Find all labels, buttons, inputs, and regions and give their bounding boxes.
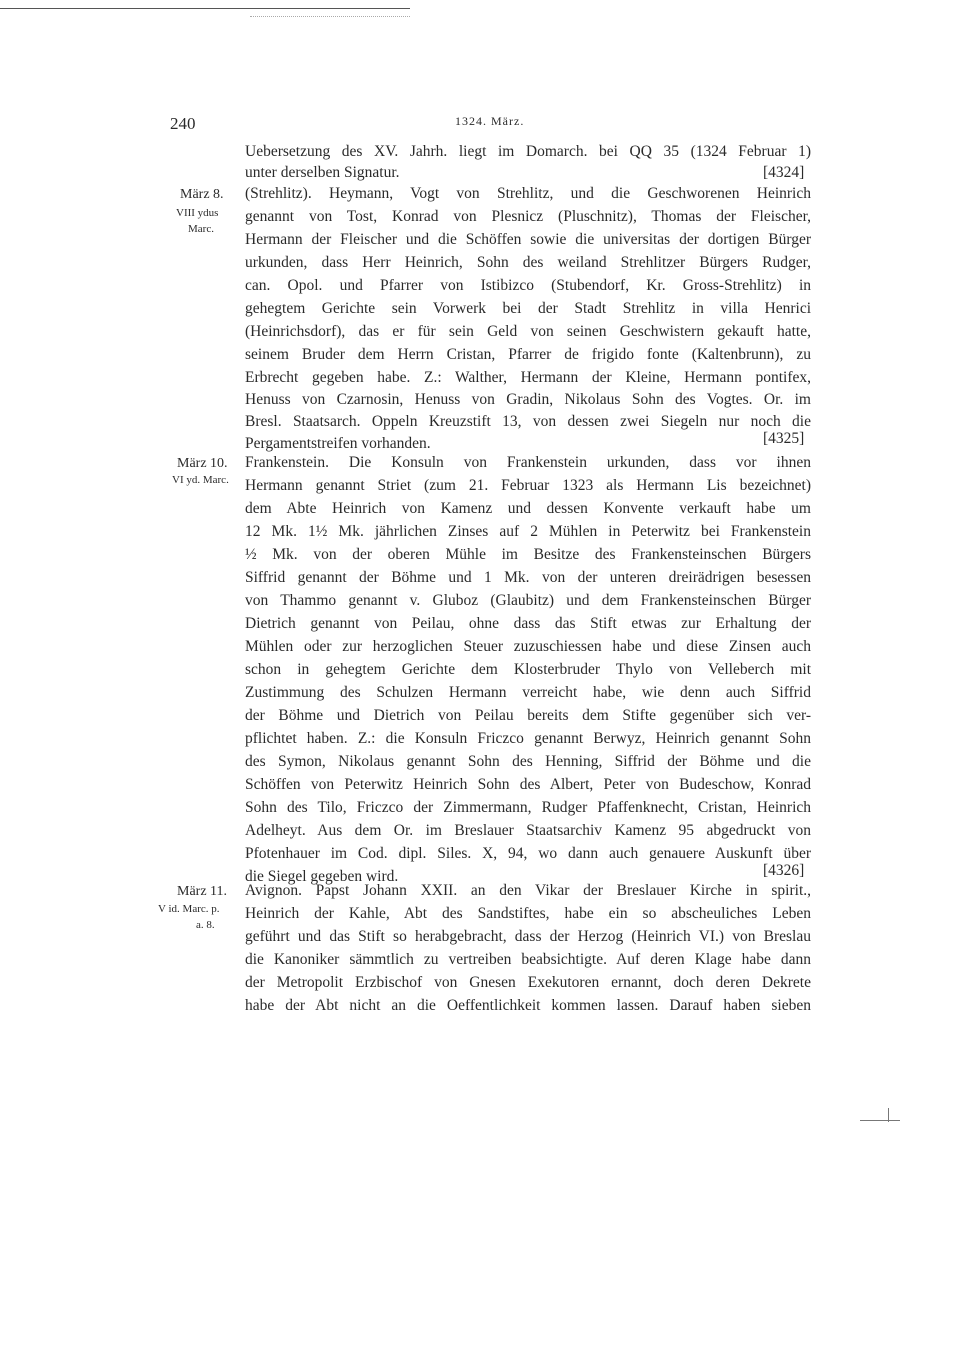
text-line: Erbrecht gegeben habe. Z.: Walther, Hermann der Kleine, Hermann pontifex, [245,369,811,386]
text-line: seinem Bruder dem Herrn Cristan, Pfarrer de frigido fonte (Kaltenbrunn), zu [245,346,811,363]
text-line: Henuss von Czarnosin, Henuss von Gradin, Nikolaus Sohn des Vogtes. Or. im [245,391,811,408]
text-line: Pfotenhauer im Cod. dipl. Siles. X, 94, wo dann auch genauere Auskunft über [245,845,811,862]
text-line: die Kanoniker sämmtlich zu vertreiben beabsichtigte. Auf deren Klage habe dann [245,951,811,968]
text-line: habe der Abt nicht an die Oeffentlichkeit kommen lassen. Darauf haben sieben [245,997,811,1014]
margin-roman-date: VI yd. Marc. [172,474,229,486]
margin-date: März 10. [177,456,228,471]
text-line: Avignon. Papst Johann XXII. an den Vikar der Breslauer Kirche in spirit., [245,882,811,899]
text-line: des Symon, Nikolaus genannt Sohn des Henning, Siffrid der Böhme und die [245,753,811,770]
margin-date: März 11. [177,884,228,899]
text-line: Schöffen von Peterwitz Heinrich Sohn des Albert, Peter von Budeschow, Konrad [245,776,811,793]
text-line: Sohn des Tilo, Friczco der Zimmermann, Rudger Pfaffenknecht, Cristan, Heinrich [245,799,811,816]
text-line: Hermann genannt Striet (zum 21. Februar 1323 als Hermann Lis bezeichnet) [245,477,811,494]
text-line: genannt von Tost, Konrad von Plesnicz (Pluschnitz), Thomas der Fleischer, [245,208,811,225]
text-line: urkunden, dass Herr Heinrich, Sohn des weiland Strehlitzer Bürgers Rudger, [245,254,811,271]
text-line: Mühlen oder zur herzoglichen Steuer zuzuschiessen habe und diese Zinsen auch [245,638,811,655]
entry-number: [4325] [763,430,805,447]
text-line: Frankenstein. Die Konsuln von Frankenstein urkunden, dass vor ihnen [245,454,811,471]
margin-roman-date: a. 8. [196,919,215,931]
text-line: dem Abte Heinrich von Kamenz und dessen Konvente verkauft habe um [245,500,811,517]
margin-roman-date: Marc. [188,223,214,235]
text-line: geführt und das Stift so herabgebracht, dass der Herzog (Heinrich VI.) von Breslau [245,928,811,945]
scan-edge-line [0,8,410,9]
text-line: (Heinrichsdorf), das er für sein Geld von seinen Geschwistern gekauft hatte, [245,323,811,340]
text-line: von Thammo genannt v. Gluboz (Glaubitz) und dem Frankensteinschen Bürger [245,592,811,609]
scan-corner-mark [860,1120,900,1121]
text-line: Zustimmung des Schulzen Hermann verreicht habe, wie denn auch Siffrid [245,684,811,701]
text-line: Dietrich genannt von Peilau, ohne dass das Stift etwas zur Erhaltung der [245,615,811,632]
entry-number: [4324] [763,164,805,181]
text-line: 12 Mk. 1½ Mk. jährlichen Zinses auf 2 Mühlen in Peterwitz bei Frankenstein [245,523,811,540]
text-line: gehegtem Gerichte sein Vorwerk bei der Stadt Strehlitz in villa Henrici [245,300,811,317]
text-line: Adelheyt. Aus dem Or. im Breslauer Staatsarchiv Kamenz 95 abgedruckt von [245,822,811,839]
text-line: der Metropolit Erzbischof von Gnesen Exekutoren ernannt, doch deren Dekrete [245,974,811,991]
margin-roman-date: VIII ydus [176,207,219,219]
text-line: (Strehlitz). Heymann, Vogt von Strehlitz, und die Geschworenen Heinrich [245,185,811,202]
entry-number: [4326] [763,862,805,879]
text-line: can. Opol. und Pfarrer von Istibizco (Stubendorf, Kr. Gross-Strehlitz) in [245,277,811,294]
text-line: Pergamentstreifen vorhanden. [245,435,431,452]
text-line: Uebersetzung des XV. Jahrh. liegt im Domarch. bei QQ 35 (1324 Februar 1) [245,143,811,160]
scan-corner-tick [888,1108,889,1122]
scan-edge-dots [250,16,410,17]
text-line: Hermann der Fleischer und die Schöffen sowie die universitas der dortigen Bürger [245,231,811,248]
margin-date: März 8. [180,187,224,202]
text-line: Siffrid genannt der Böhme und 1 Mk. von der unteren dreirädrigen besessen [245,569,811,586]
text-line: der Böhme und Dietrich von Peilau bereits dem Stifte gegenüber sich ver- [245,707,811,724]
margin-roman-date: V id. Marc. p. [158,903,220,915]
text-line: schon in gehegtem Gerichte dem Klosterbruder Thylo von Velleberch mit [245,661,811,678]
page-number: 240 [170,114,196,133]
text-line: ½ Mk. von der oberen Mühle im Besitze des Frankensteinschen Bürgers [245,546,811,563]
running-head: 1324. März. [455,114,525,128]
text-line: Bresl. Staatsarch. Oppeln Kreuzstift 13, von dessen zwei Siegeln nur noch die [245,413,811,430]
text-line: Heinrich der Kahle, Abt des Sandstiftes, habe ein so abscheuliches Leben [245,905,811,922]
text-line: unter derselben Signatur. [245,164,400,181]
text-line: die Siegel gegeben wird. [245,868,399,885]
text-line: pflichtet haben. Z.: die Konsuln Friczco genannt Berwyz, Heinrich genannt Sohn [245,730,811,747]
